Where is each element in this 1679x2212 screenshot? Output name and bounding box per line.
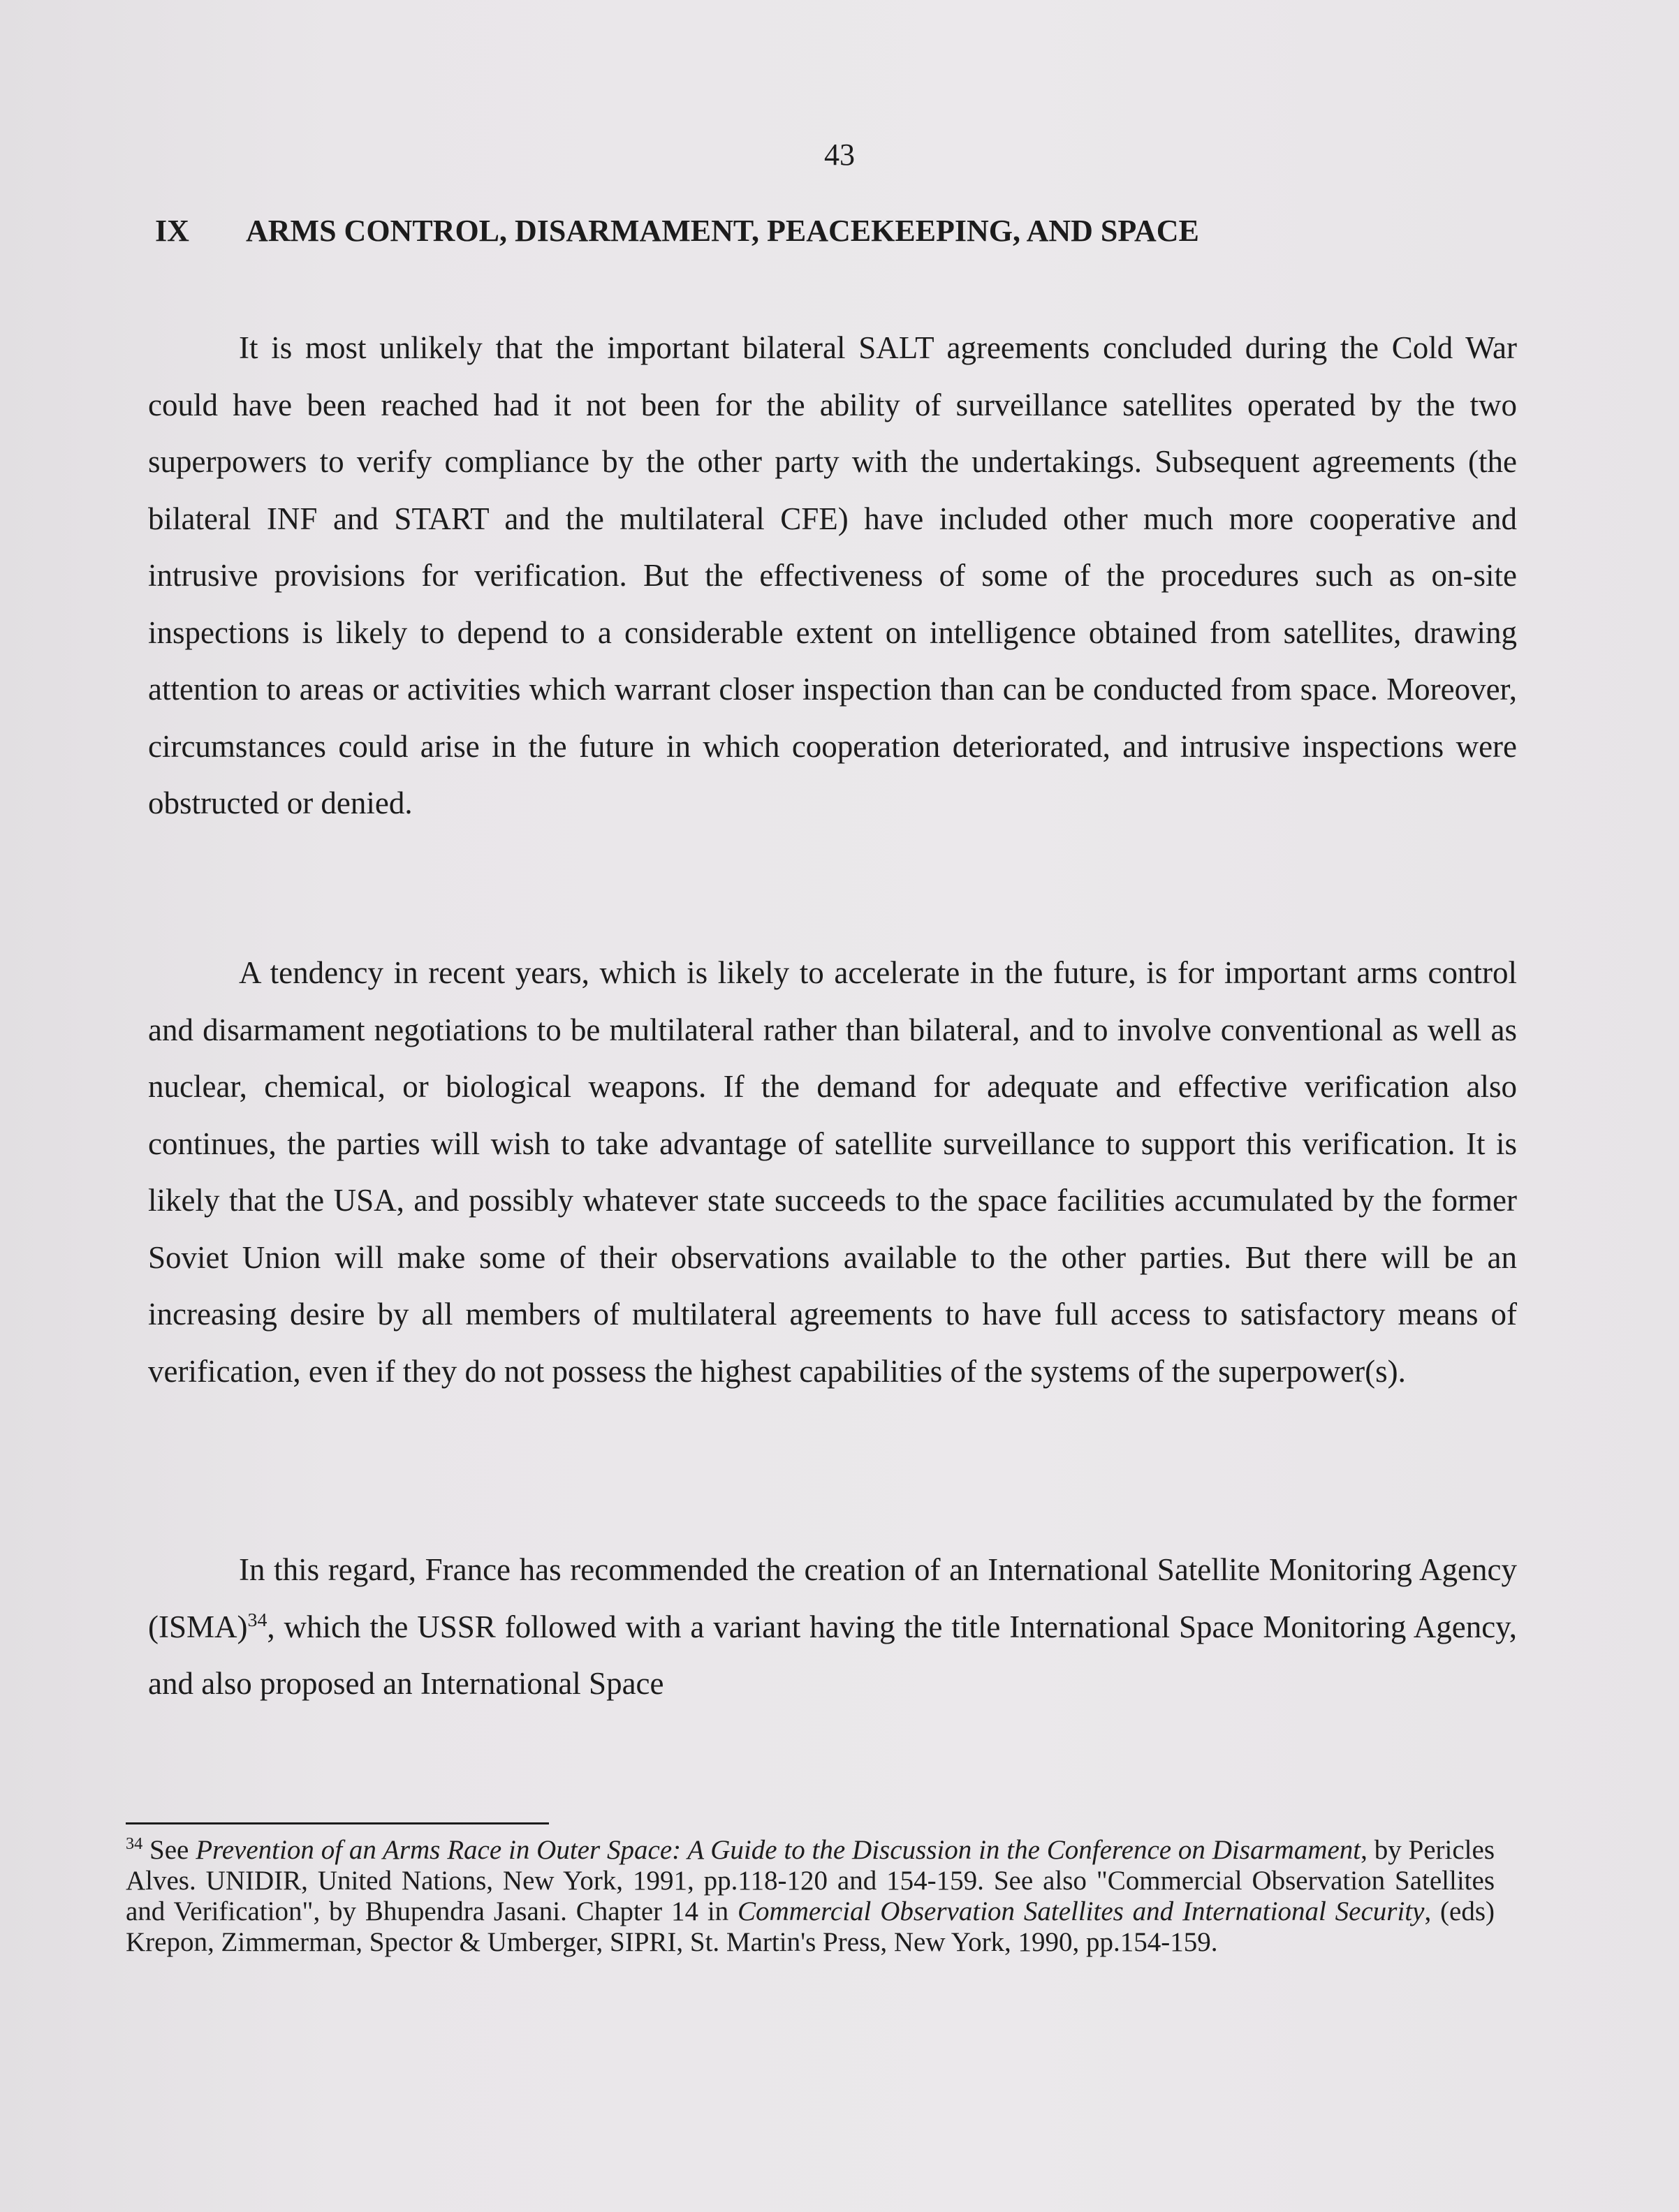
footnote-title-1: Prevention of an Arms Race in Outer Space: A Guide to the Discussion in the Conference on Disarmament	[196, 1835, 1361, 1865]
page-number: 43	[824, 138, 855, 172]
paragraph-2	[148, 945, 1517, 1400]
section-heading	[155, 213, 1199, 249]
footnote-divider	[126, 1822, 549, 1824]
paragraph-3	[148, 1542, 1517, 1713]
section-title: ARMS CONTROL, DISARMAMENT, PEACEKEEPING, AND SPACE	[246, 214, 1199, 248]
footnote-text-1: , by Pericles Alves. UNIDIR, United Nations, New York, 1991, pp.118-120 and 154-159. See also "Commercial Observation Satellites and Verification", by Bhupendra Jasani. Chapter 14 in	[126, 1835, 1495, 1926]
paragraph-3-text-start: In this regard, France has recommended the creation of an International Satellite Monitoring Agency (ISMA)	[148, 1552, 1517, 1644]
paragraph-2-text: A tendency in recent years, which is likely to accelerate in the future, is for important arms control and disarmament negotiations to be multilateral rather than bilateral, and to involve conventional as well as nuclear, chemical, or biological weapons. If the demand for adequate and effective verification also continues, the parties will wish to take advantage of satellite surveillance to support this verification. It is likely that the USA, and possibly whatever state succeeds to the space facilities accumulated by the former Soviet Union will make some of their observations available to the other parties. But there will be an increasing desire by all members of multilateral agreements to have full access to satisfactory means of verification, even if they do not possess the highest capabilities of the systems of the superpower(s).	[148, 955, 1517, 1389]
footnote	[126, 1835, 1495, 1958]
section-number: IX	[155, 214, 189, 248]
footnote-reference: 34	[247, 1609, 267, 1631]
footnote-title-2: Commercial Observation Satellites and International Security	[738, 1896, 1425, 1926]
paragraph-1-text: It is most unlikely that the important bilateral SALT agreements concluded during the Cold War could have been reached had it not been for the ability of surveillance satellites operated by the two superpowers to verify compliance by the other party with the undertakings. Subsequent agreements (the bilateral INF and START and the multilateral CFE) have included other much more cooperative and intrusive provisions for verification. But the effectiveness of some of the procedures such as on-site inspections is likely to depend to a considerable extent on intelligence obtained from satellites, drawing attention to areas or activities which warrant closer inspection than can be conducted from space. Moreover, circumstances could arise in the future in which cooperation deteriorated, and intrusive inspections were obstructed or denied.	[148, 330, 1517, 820]
footnote-text-2: , (eds) Krepon, Zimmerman, Spector & Umberger, SIPRI, St. Martin's Press, New York, 1990, pp.154-159.	[126, 1896, 1495, 1957]
paragraph-3-text-end: , which the USSR followed with a variant having the title International Space Monitoring Agency, and also proposed an International Space	[148, 1609, 1517, 1701]
footnote-marker: 34	[126, 1834, 143, 1853]
paragraph-1	[148, 320, 1517, 832]
footnote-see: See	[142, 1835, 196, 1865]
